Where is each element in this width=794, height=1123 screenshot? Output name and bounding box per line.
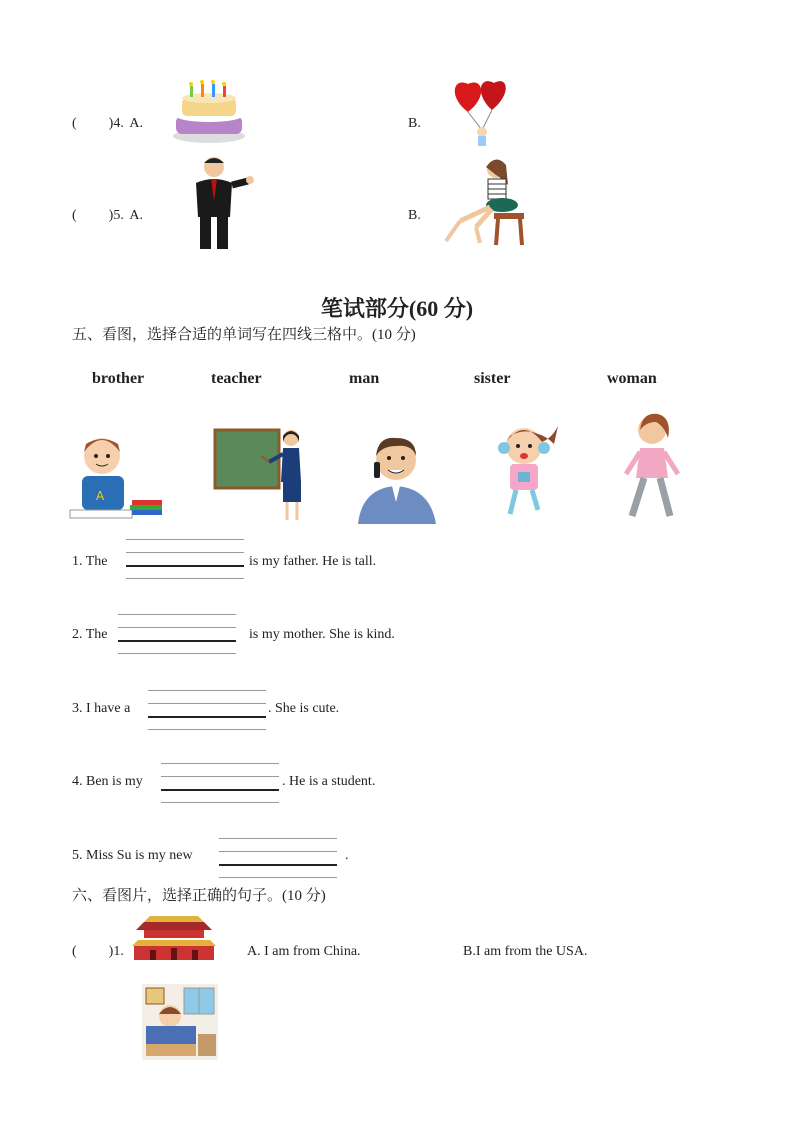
birthday-cake-icon <box>170 80 248 146</box>
option-b-label: B. <box>408 116 421 131</box>
sentence-1-start: 1. The <box>72 554 108 569</box>
four-line-grid-5[interactable] <box>219 838 337 878</box>
q5-row <box>72 208 143 224</box>
woman-walking-icon <box>618 412 686 522</box>
sentence-4-start: 4. Ben is my <box>72 774 143 789</box>
girl-headphones-icon <box>488 420 564 520</box>
svg-text:A: A <box>96 489 105 503</box>
sentence-5-end: . <box>345 848 349 863</box>
s6-q1-option-b: B.I am from the USA. <box>463 944 588 959</box>
question-number: )1. <box>108 944 124 959</box>
word-bank-item: man <box>349 370 380 387</box>
question-number: )4. <box>108 116 124 131</box>
section-six-heading: 六、看图片，选择正确的句子。(10 分) <box>72 888 326 904</box>
four-line-grid-3[interactable] <box>148 690 266 730</box>
sentence-3-start: 3. I have a <box>72 701 131 716</box>
teacher-blackboard-icon <box>213 426 307 524</box>
word-bank-item: sister <box>474 370 511 387</box>
word-bank-item: teacher <box>211 370 262 387</box>
four-line-grid-2[interactable] <box>118 614 236 654</box>
tiananmen-icon <box>130 912 218 960</box>
four-line-grid-1[interactable] <box>126 539 244 579</box>
answer-paren-open: ( <box>72 944 77 959</box>
answer-paren-open: ( <box>72 116 77 131</box>
woman-sitting-icon <box>440 155 530 247</box>
option-a-label: A. <box>129 116 143 131</box>
s6-q1-option-a: A. I am from China. <box>247 944 361 959</box>
word-bank-item: woman <box>607 370 657 387</box>
section-five-heading: 五、看图，选择合适的单词写在四线三格中。(10 分) <box>72 327 416 343</box>
option-b-label: B. <box>408 208 421 223</box>
s6-q1-row <box>72 944 124 960</box>
boy-in-bed-icon <box>140 982 220 1062</box>
q4-row <box>72 116 143 132</box>
written-section-title: 笔试部分(60 分) <box>320 296 474 321</box>
four-line-grid-4[interactable] <box>161 763 279 803</box>
word-bank-item: brother <box>92 370 145 387</box>
answer-paren-open: ( <box>72 208 77 223</box>
sentence-4-end: . He is a student. <box>282 774 376 789</box>
sentence-2-end: is my mother. She is kind. <box>249 627 395 642</box>
sentence-1-end: is my father. He is tall. <box>249 554 377 569</box>
sentence-5-start: 5. Miss Su is my new <box>72 848 193 863</box>
question-number: )5. <box>108 208 124 223</box>
sentence-3-end: . She is cute. <box>268 701 340 716</box>
boy-studying-icon <box>68 430 166 524</box>
option-a-label: A. <box>129 208 143 223</box>
man-in-suit-icon <box>178 155 256 253</box>
heart-balloons-icon <box>448 72 514 150</box>
sentence-2-start: 2. The <box>72 627 108 642</box>
man-phone-icon <box>356 432 438 524</box>
